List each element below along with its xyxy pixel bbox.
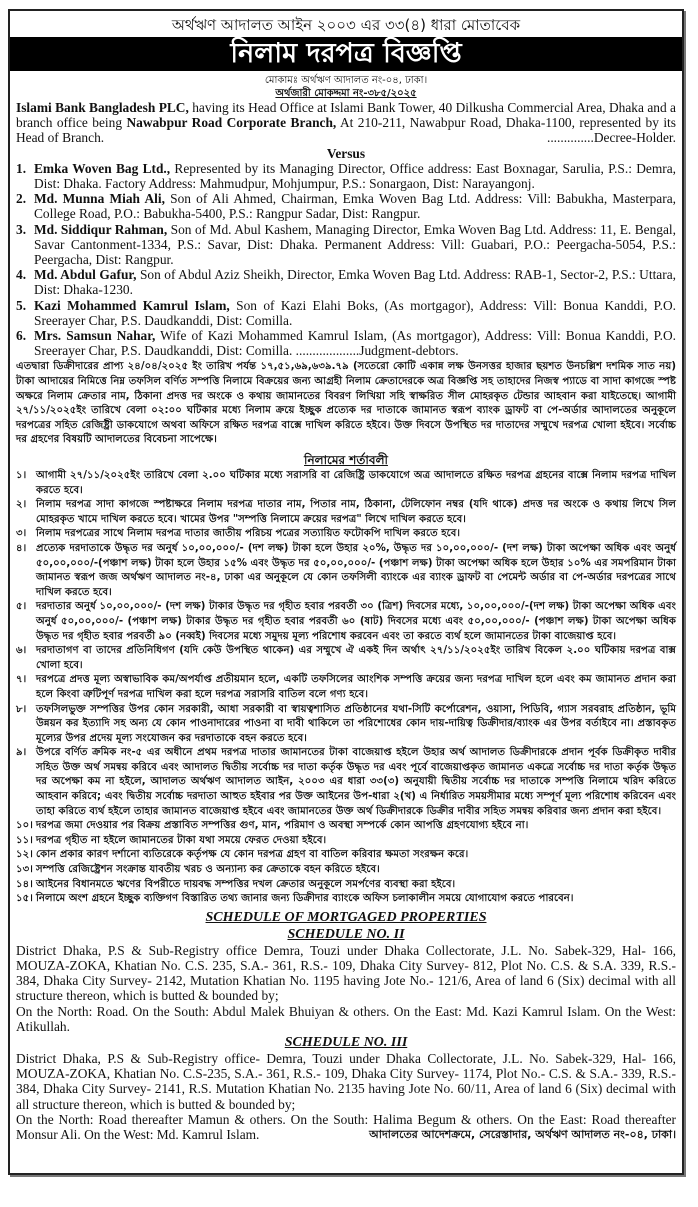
defendant-text bbox=[34, 328, 676, 358]
court-signature: আদালতের আদেশক্রমে, সেরেস্তাদার, অর্থঋণ আদালত নং-০৪, ঢাকা। bbox=[369, 1128, 676, 1142]
schedule-list bbox=[16, 926, 676, 1142]
condition-item bbox=[16, 498, 676, 527]
defendant-number: 4. bbox=[16, 267, 27, 283]
condition-item bbox=[16, 600, 676, 644]
condition-text: নিলাম দরপত্রের সাথে নিলাম দরপত্র দাতার জাতীয় পরিচয় পত্রের সত্যায়িত ফটোকপি দাখিল করতে হবে। bbox=[36, 528, 461, 540]
condition-number: ১৫। bbox=[16, 893, 33, 905]
condition-text: দরপত্র জমা দেওয়ার পর বিক্রয় প্রস্তাবিত সম্পত্তির গুণ, মান, পরিমাণ ও অবস্থা সম্পর্কে কোন আপত্তি গ্রহণযোগ্য হইবে না। bbox=[36, 820, 529, 832]
auction-notice bbox=[8, 9, 684, 1175]
schedule-description: District Dhaka, P.S & Sub-Registry office Demra, Touzi under Dhaka Collectorate, J.L. No. Sabek-329, Hal- 166, MOUZA-ZOKA, Khatian No. C.S. 235, S.A.- 361, R.S.- 109, Dhaka City Survey- 812, Plot No. C.S. & S.A. 339, R.S.- 384, Dhaka City Survey- 2142, Mutation Khatian No. 1195 having Jote No.- 121/6, Area of land 6 (Six) decimal with all structure thereon, which is butted & bounded by; bbox=[16, 942, 676, 1004]
defendant-number: 2. bbox=[16, 191, 27, 207]
defendants-list bbox=[16, 161, 676, 359]
decree-holder: Islami Bank Bangladesh PLC, having its Head Office at Islami Bank Tower, 40 Dilkusha Commercial Area, Dhaka and a branch office being Nawabpur Road Corporate Branch, At 210-211, Nawabpur Road, Dhaka-1100, represented by its Head of Branch. ..............Decree-Holder. bbox=[16, 100, 677, 146]
defendant-details: Son of Md. Abul Kashem, Managing Director, Emka Woven Bag Ltd. Address: 11, E. Bengal, Savar Cantonment-1334, P.S.: Savar, Dist: Dhaka. Permanent Address: Vill: Guabari, P.O.: Peergacha-5054, P.S.: Peergacha, Dist: Rangpur. bbox=[34, 221, 676, 268]
defendant-item bbox=[16, 191, 676, 221]
defendant-name: Md. Munna Miah Ali, bbox=[34, 191, 165, 207]
act-reference: অর্থঋণ আদালত আইন ২০০৩ এর ৩৩(৪) ধারা মোতাবেক bbox=[171, 16, 521, 34]
defendant-name: Md. Abdul Gafur, bbox=[34, 267, 137, 283]
defendant-details: Son of Kazi Elahi Boks, (As mortgagor), Address: Vill: Bonua Kanddi, P.O. Sreerayer Char, P.S. Daudkanddi, Dist: Comilla. bbox=[34, 297, 676, 328]
condition-item bbox=[16, 527, 676, 542]
defendant-item bbox=[16, 267, 676, 297]
condition-text: তফসিলভুক্ত সম্পত্তির উপর কোন সরকারী, আধা সরকারী বা স্বায়ত্বশাসিত প্রতিষ্ঠানের যথা-সিটি কর্পোরেশন, ওয়াসা, পিডিবি, গ্যাস সরবরাহ প্রতিষ্ঠান, ভূমি উন্নয়ন কর ইত্যাদি সহ অন্য যে কোন পাওনাদারের পাওনা বা দাবী থাকিলে তা পরিশোধের কোন দায়-দায়িত্ব ডিক্রীদার/ব্যাংক এর উপর বর্তাইবে না। প্রস্তাবকৃত মূল্যের উপর প্রদেয় মূল্য সংযোজন কর দরদাতাকে বহন করতে হবে। bbox=[36, 703, 676, 744]
defendant-number: 1. bbox=[16, 160, 27, 176]
case-number: অর্থজারী মোকদ্দমা নং-৩৮৫/২০২৫ bbox=[275, 88, 417, 99]
condition-text: নিলাম দরপত্র সাদা কাগজে স্পষ্টাক্ষরে নিলাম দরপত্র দাতার নাম, পিতার নাম, ঠিকানা, টেলিফোন নম্বর (যদি থাকে) প্রদত্ত দর অংকে ও কথায় লিখে সিল মোহরকৃত খামে দাখিল করতে হবে। খামের উপর "সম্পত্তি নিলামে ক্রয়ের দরপত্র" লিখে দাখিল করতে হবে। bbox=[36, 499, 676, 525]
condition-number: ১। bbox=[16, 470, 27, 482]
condition-text: আইনের বিধানমতে ঋণের বিপরীতে দায়বদ্ধ সম্পত্তির দখল ক্রেতার অনুকূলে সমর্পণের ব্যবস্থা করা হইবে। bbox=[36, 878, 456, 890]
defendant-details: Represented by its Managing Director, Office address: East Boxnagar, Sarulia, P.S.: Demra, Dist: Dhaka. Factory Address: Mahmudpur, Mohjumpur, P.S.: Sonargaon, Dist: Narayangonj. bbox=[34, 160, 676, 192]
condition-item bbox=[16, 848, 676, 863]
court-name: মোকামঃ অর্থঋণ আদালত নং-০৪, ঢাকা। bbox=[264, 75, 428, 86]
condition-item bbox=[16, 819, 676, 834]
condition-item bbox=[16, 703, 676, 747]
condition-item bbox=[16, 878, 676, 893]
defendant-text bbox=[34, 191, 676, 221]
condition-text: প্রত্যেক দরদাতাকে উদ্ধৃত দর অনুর্ধ ১০,০০,০০০/- (দশ লক্ষ) টাকা হলে উহার ২০%, উদ্ধৃত দর ১০,০০,০০০/- (দশ লক্ষ) টাকা অপেক্ষা অধিক এবং অনুর্ধ ৫০,০০,০০০/-(পঞ্চাশ লক্ষ) টাকা হলে উহার ১৫% এবং উদ্ধৃত দর ৫০,০০,০০০/- (পঞ্চাশ লক্ষ) টাকা অপেক্ষা অধিক হলে উহার ১০% এর সমপরিমান টাকা জামানত স্বরূপ জজ অর্থঋণ আদালত নং-৪, ঢাকা এর অনুকূলে যে কোন তফসিলী ব্যাংকে এর ব্যাংক ড্রাফট বা পেমেন্ট অর্ডার বা পে-অর্ডার দরপত্রের সাথে দাখিল করতে হবে। bbox=[36, 542, 676, 598]
defendant-name: Kazi Mohammed Kamrul Islam, bbox=[34, 297, 230, 313]
condition-number: ১২। bbox=[16, 849, 33, 861]
condition-text: দরদাতার অনুর্ধ ১০,০০,০০০/- (দশ লক্ষ) টাকার উদ্ধৃত দর গৃহীত হবার পরবর্তী ৩০ (ত্রিশ) দিবসের মধ্যে, ১০,০০,০০০/-(দশ লক্ষ) টাকা অপেক্ষা অধিক এবং অনুর্ধ ৫০,০০,০০০/- (পঞ্চাশ লক্ষ) টাকার উদ্ধৃত দর গৃহীত হবার পরবর্তী ৬০ (ষাট) দিবসের মধ্যে এবং ৫০,০০,০০০/- (পঞ্চাশ লক্ষ) টাকা অপেক্ষা অধিক উদ্ধৃত দর গৃহীত হবার পরবর্তী ৯০ (নব্বই) দিবসের মধ্যে সমুদয় মূল্য পরিশোধ করবেন এবং তা করতে ব্যর্থ হলে জামানতের টাকা বাজেয়াপ্ত হবে। bbox=[36, 601, 676, 642]
conditions-list bbox=[16, 469, 676, 907]
condition-text: সম্পত্তি রেজিষ্ট্রেশন সংক্রান্ত যাবতীয় খরচ ও অন্যান্য কর ক্রেতাকে বহন করিতে হইবে। bbox=[36, 864, 380, 876]
condition-number: ১৪। bbox=[16, 878, 33, 890]
boundaries-text: On the North: Road thereafter Mamun & others. On the South: Halima Begum & others. On the East: Road thereafter Monsur Ali. On the West: Md. Kamrul Islam. bbox=[16, 1111, 676, 1143]
schedule-heading: SCHEDULE NO. III bbox=[284, 1035, 408, 1051]
defendant-details: Wife of Kazi Mohammed Kamrul Islam, (As mortgagor), Address: Vill: Bonua Kanddi, P.O. Sreerayer Char, P.S. Daudkanddi, Dist: Comilla. ...................Judgment-debtors. bbox=[34, 328, 676, 359]
condition-number: ৮। bbox=[16, 703, 27, 715]
schedule-description: District Dhaka, P.S & Sub-Registry office- Demra, Touzi under Dhaka Collectorate, J.L. No. Sabek-329, Hal- 166, MOUZA-ZOKA, Khatian No. C.S-235, S.A.- 361, R.S.- 109, Dhaka City Survey- 1174, Plot No.- C.S. & S.A.- 339, R.S.- 384, Dhaka City Survey- 2141, R.S. Mutation Khatian No. 2135 having Jote No. 60/11, Area of land 6 (Six) decimal with all structure thereon, which is butted & bounded by; bbox=[16, 1051, 676, 1112]
condition-text: দরপত্র গৃহীত না হইলে জামানতের টাকা যথা সময়ে ফেরত দেওয়া হইবে। bbox=[36, 834, 327, 846]
condition-number: ৩। bbox=[16, 528, 27, 540]
defendant-details: Son of Ali Ahmed, Chairman, Emka Woven Bag Ltd. Address: Vill: Babukha, Masterpara, College Road, P.O.: Babukha-5400, P.S.: Rangpur Sadar, Dist: Rangpur. bbox=[34, 191, 676, 222]
schedule-title: SCHEDULE OF MORTGAGED PROPERTIES bbox=[205, 909, 487, 925]
notice-title: নিলাম দরপত্র বিজ্ঞপ্তি bbox=[10, 37, 682, 71]
condition-item bbox=[16, 746, 676, 819]
schedule-boundaries bbox=[16, 1004, 676, 1034]
defendant-number: 3. bbox=[16, 221, 27, 237]
condition-text: দরপত্রে প্রদত্ত মূল্য অস্বাভাবিক কম/অপর্যাপ্ত প্রতীয়মান হলে, একটি তফসিলের আংশিক সম্পত্তি ক্রয়ের জন্য দরপত্র দাখিল হলে এবং কম জামানত প্রদান করা হলে কিংবা ত্রুটিপূর্ণ দরপত্র দাখিল করা হলে দরপত্র সরাসরি বাতিল বলে গণ্য হবে। bbox=[36, 674, 676, 700]
boundaries-text: On the North: Road. On the South: Abdul Malek Bhuiyan & others. On the East: Md. Kazi Kamrul Islam. On the West: Atikullah. bbox=[16, 1003, 676, 1034]
condition-number: ২। bbox=[16, 499, 27, 511]
condition-text: নিলামে অংশ গ্রহনে ইচ্ছুক ব্যক্তিগণ বিস্তারিত তথ্য জানার জন্য ডিক্রীদার ব্যাংকে অফিস চলাকালীন সময়ে যোগাযোগ করতে পারবেন। bbox=[36, 893, 574, 905]
schedule-boundaries bbox=[16, 1112, 676, 1142]
defendant-name: Md. Siddiqur Rahman, bbox=[34, 221, 168, 237]
defendant-text bbox=[34, 298, 676, 328]
defendant-name: Emka Woven Bag Ltd., bbox=[34, 160, 171, 176]
intro-paragraph: এতদ্বারা ডিক্রীদারের প্রাপ্য ২৪/০৪/২০২৫ ইং তারিখ পর্যন্ত ১৭,৫১,৬৯,৬৩৯.৭৯ (সতেরো কোটি একান্ন লক্ষ উনসত্তর হাজার ছয়শত উনচল্লিশ দশমিক সাত নয়) টাকা আদায়ের নিমিত্তে নিম্ন তফসিল বর্ণিত সম্পত্তি নিলামে বিক্রয়ের জন্য আগ্রহী নিলাম ক্রেতাদেরকে অত্র বিজ্ঞপ্তি সহ তাহাদের নিজস্ব প্যাডে বা সাদা কাগজে স্পষ্ট অক্ষরে নিলাম ক্রেতার নাম, ঠিকানা প্রদত্ত দর অংকে ও কথায় জামানতের বিবরণ লিখিয়া সহি স্বাক্ষরিত সীল মোহরকৃত টেন্ডার আহবান করা যাইতেছে। আগামী ২৭/১১/২০২৫ইং তারিখে বেলা ০২:০০ ঘটিকার মধ্যে নিলাম ক্রয়ে ইচ্ছুক প্রত্যেক দর দাতাকে জামানত স্বরূপ ব্যাংক ড্রাফট বা পে-অর্ডার আদালতের অনুকূলে দরপত্রের সহিত রেজিষ্ট্রী ডাকযোগে অথবা অফিসে রক্ষিত দরপত্র বাক্সে দাখিল করিতে হইবে। উক্ত দিবসে উপস্থিত দর দাতাদের সম্মুখে দরপত্র খোলা হইবে। সর্বোচ্চ দর গ্রহণের বিষয়টি আদালতের বিবেচনা সাপেক্ষে। bbox=[16, 361, 676, 446]
defendant-item bbox=[16, 222, 676, 268]
condition-number: ৯। bbox=[16, 747, 27, 759]
condition-text: দরদাতাগণ বা তাদের প্রতিনিধিগণ (যদি কেউ উপস্থিত থাকেন) এর সম্মুখে ঐ একই দিন অর্থাৎ ২৭/১১/২০২৫ইং তারিখ বিকেল ২.০০ ঘটিকায় দরপত্র বাক্স খোলা হবে। bbox=[36, 645, 676, 671]
defendant-item bbox=[16, 298, 676, 328]
defendant-text bbox=[34, 161, 676, 191]
defendant-item bbox=[16, 328, 676, 358]
conditions-title: নিলামের শর্তাবলী bbox=[304, 453, 388, 468]
condition-number: ৪। bbox=[16, 542, 27, 554]
defendant-details: Son of Abdul Aziz Sheikh, Director, Emka Woven Bag Ltd. Address: RAB-1, Sector-2, P.S.: Uttara, Dist: Dhaka-1230. bbox=[34, 267, 676, 298]
versus-label: Versus bbox=[326, 145, 366, 161]
condition-item bbox=[16, 644, 676, 673]
condition-item bbox=[16, 469, 676, 498]
condition-item bbox=[16, 834, 676, 849]
defendant-text bbox=[34, 222, 676, 268]
condition-text: আগামী ২৭/১১/২০২৫ইং তারিখে বেলা ২.০০ ঘটিকার মধ্যে সরাসরি বা রেজিষ্ট্রি ডাকযোগে অত্র আদালতে রক্ষিত দরপত্র গ্রহনের বাক্সে নিলাম দরপত্র দাখিল করতে হবে। bbox=[36, 470, 676, 496]
defendant-number: 6. bbox=[16, 328, 27, 344]
condition-number: ৭। bbox=[16, 674, 27, 686]
condition-item bbox=[16, 673, 676, 702]
defendant-name: Mrs. Samsun Nahar, bbox=[34, 328, 156, 344]
condition-number: ১১। bbox=[16, 834, 33, 846]
condition-number: ১০। bbox=[16, 820, 33, 832]
defendant-number: 5. bbox=[16, 297, 27, 313]
condition-text: কোন প্রকার কারণ দর্শানো ব্যতিরেকে কর্তৃপক্ষ যে কোন দরপত্র গ্রহণ বা বাতিল করিবার ক্ষমতা সংরক্ষন করে। bbox=[36, 849, 469, 861]
condition-item bbox=[16, 542, 676, 600]
condition-item bbox=[16, 863, 676, 878]
schedule-heading: SCHEDULE NO. II bbox=[287, 926, 405, 942]
condition-item bbox=[16, 892, 676, 907]
condition-text: উপরে বর্ণিত ক্রমিক নং-৫ এর অধীনে প্রথম দরপত্র দাতার জামানতের টাকা বাজেয়াপ্ত হইলে উহার অর্থ আদালত ডিক্রীদারকে প্রদান পূর্বক ডিক্রীকৃত দাবীর সহিত উক্ত অর্থ সমন্বয় করিবে এবং আদালত দ্বিতীয় সর্বোচ্চ দর দাতা কর্তৃক উদ্ধৃত দর এবং পূর্বে বাজেয়াপ্তকৃত জামানত একত্রে সর্বোচ্চ দর দাতা কর্তৃক উদ্ধৃত দর অপেক্ষা কম না হইলে, আদালত অর্থঋণ আদালত আইন, ২০০৩ এর ধারা ৩৩(৩) অনুযায়ী দ্বিতীয় সর্বোচ্চ দর দাতাকে সম্পত্তি নিলামে খরিদ করিতে আহবান করিবে; এবং দ্বিতীয় সর্বোচ্চ দরদাতা আহুত হইবার পর উক্ত আইনের উপ-ধারা ২(খ) এ নির্ধারিত সময়সীমার মধ্যে সম্পূর্ণ মূল্য পরিশোধ করিবেন এবং তাহা করিতে ব্যর্থ হইলে তাহার জামানত বাজেয়াপ্ত হইবে এবং জামানতের উক্ত অর্থ ডিক্রীদারকে ডিক্রীর দাবীর সহিত সমন্বয় করিবার জন্য প্রদান করা হইবে। bbox=[36, 747, 676, 817]
condition-number: ৬। bbox=[16, 645, 27, 657]
condition-number: ১৩। bbox=[16, 864, 33, 876]
defendant-text bbox=[34, 267, 676, 297]
condition-number: ৫। bbox=[16, 601, 27, 613]
defendant-item bbox=[16, 161, 676, 191]
